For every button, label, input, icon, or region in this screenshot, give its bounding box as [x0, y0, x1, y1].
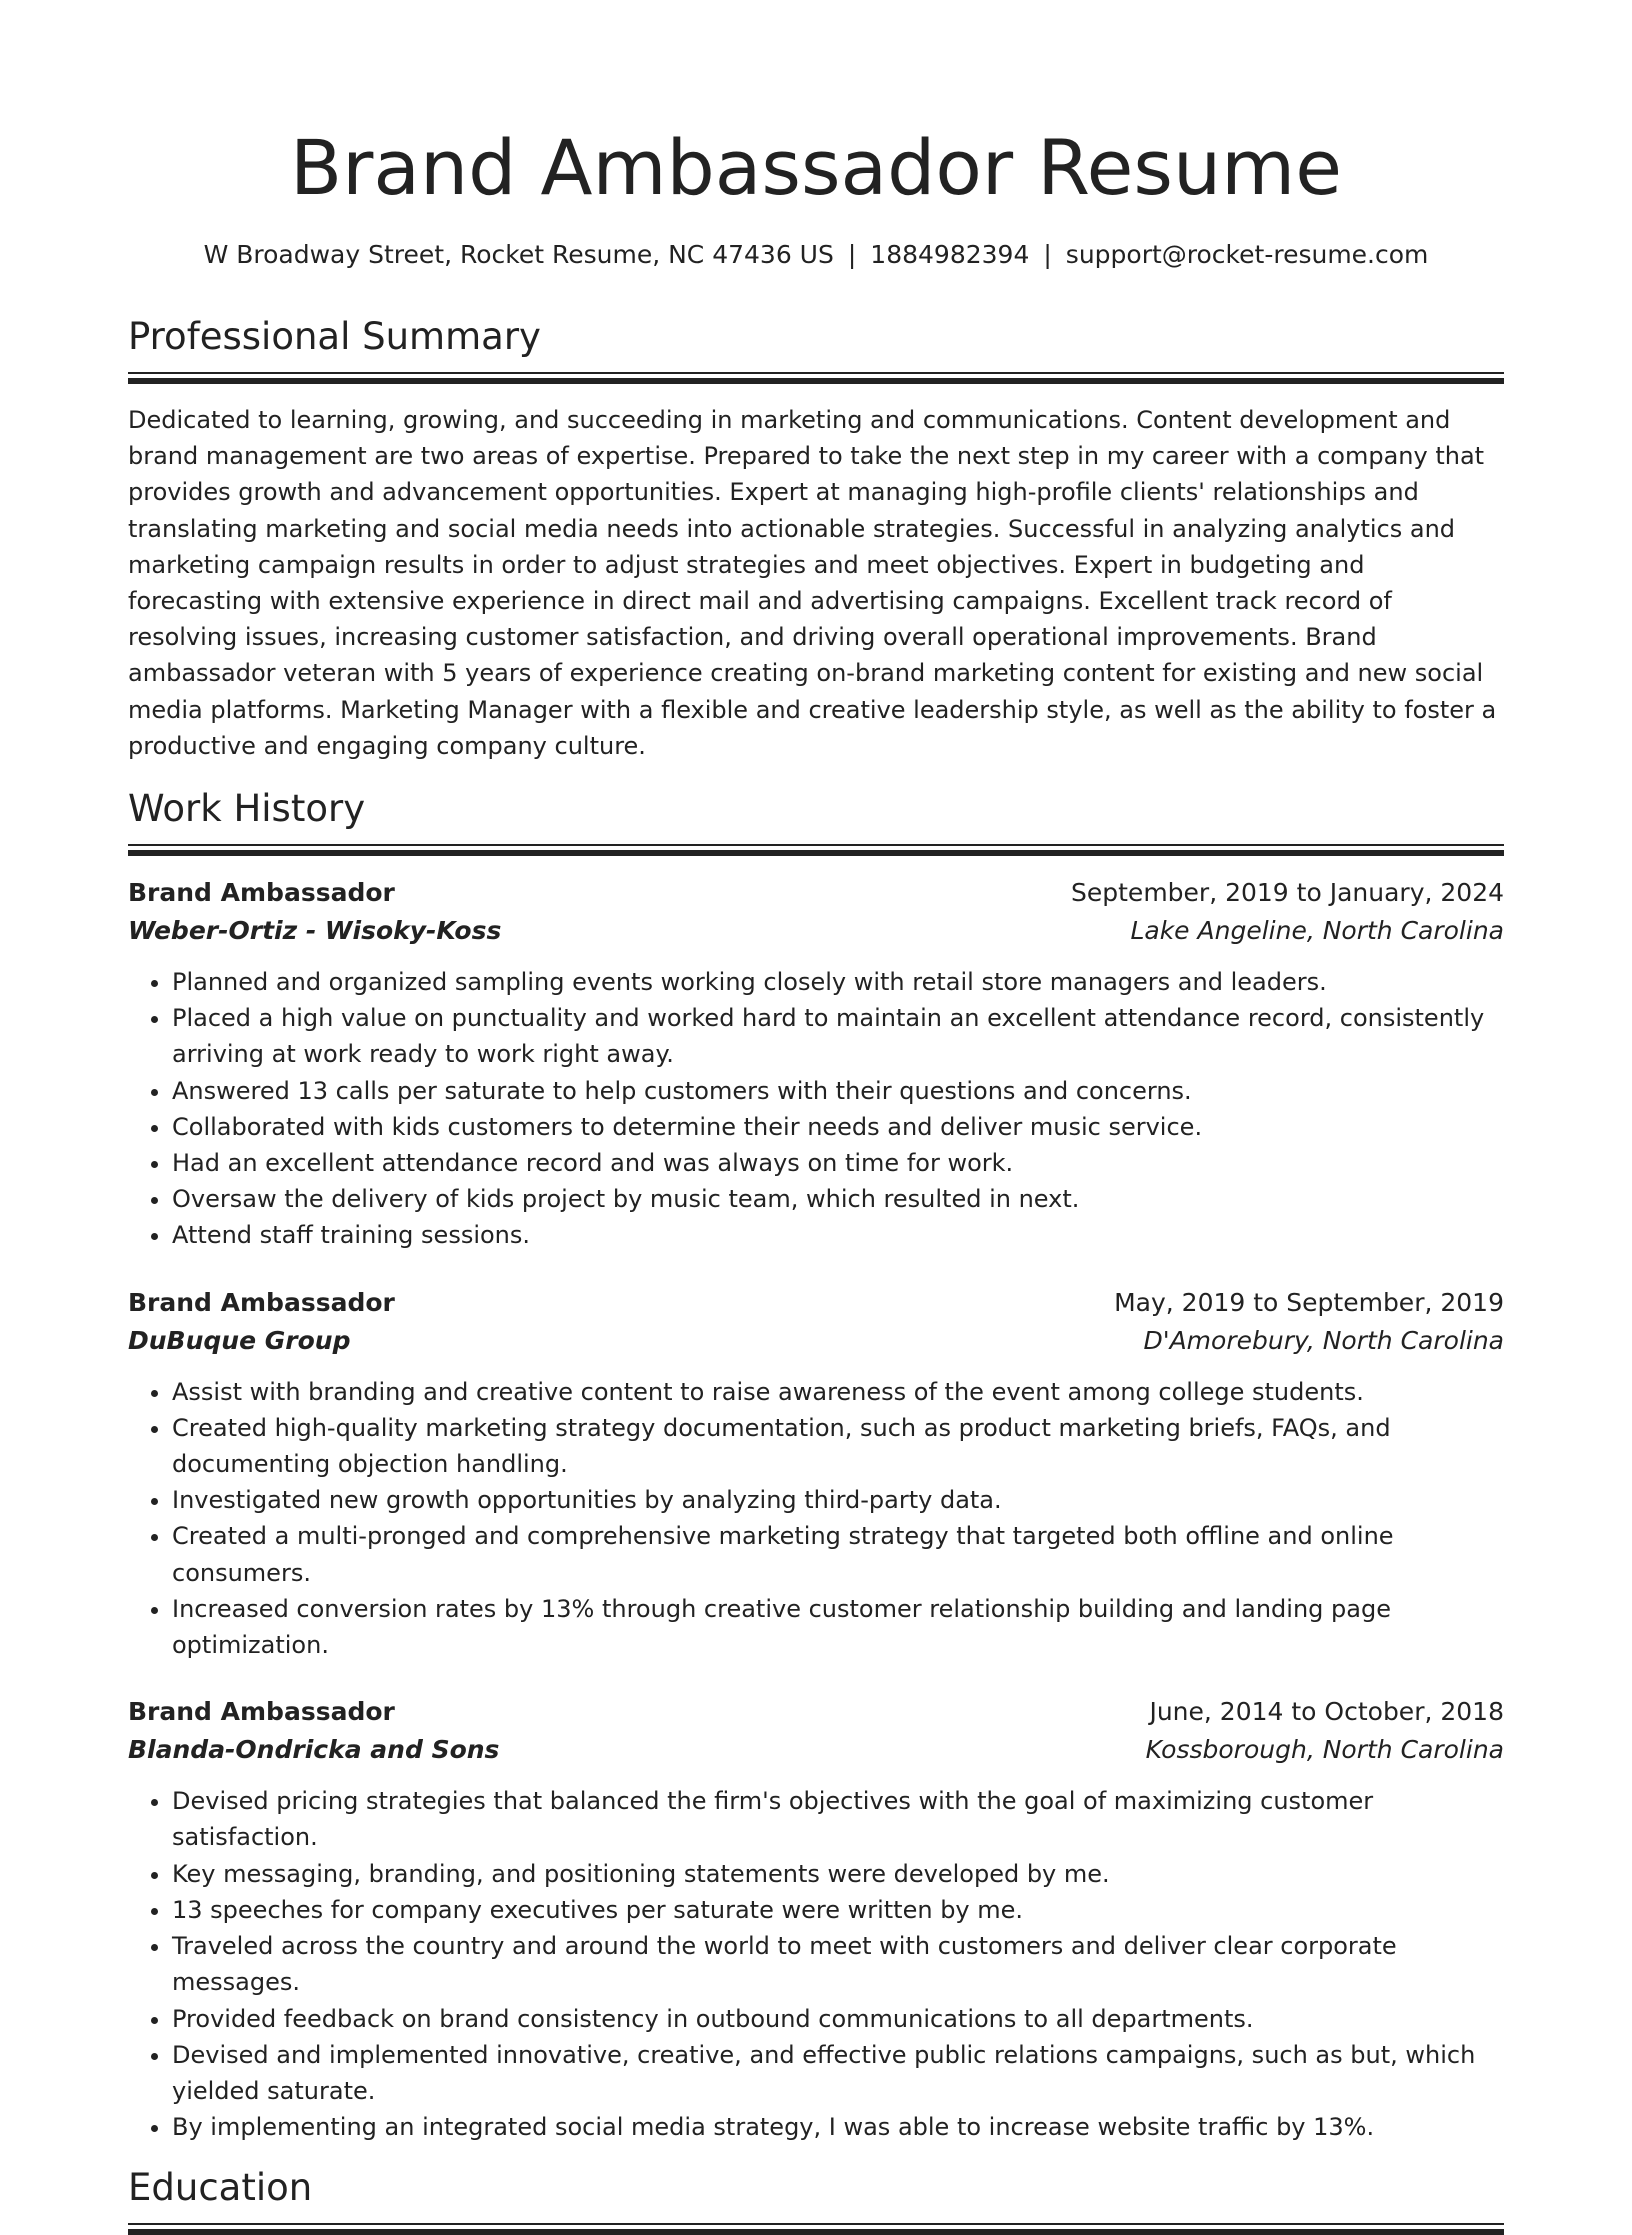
- list-item: • Oversaw the delivery of kids project by music team, which resulted in next.: [172, 1181, 1504, 1217]
- job-bullets: [128, 1783, 1504, 2145]
- list-item: • Planned and organized sampling events working closely with retail store managers and leaders.: [172, 964, 1504, 1000]
- list-item: • Provided feedback on brand consistency in outbound communications to all departments.: [172, 2001, 1504, 2037]
- job-company: Weber-Ortiz - Wisoky-Koss: [128, 916, 502, 946]
- list-item: • Had an excellent attendance record and was always on time for work.: [172, 1145, 1504, 1181]
- job-bullets: [128, 964, 1504, 1254]
- list-item: • Assist with branding and creative content to raise awareness of the event among college students.: [172, 1374, 1504, 1410]
- section-divider: [128, 2223, 1504, 2235]
- contact-separator: |: [847, 240, 857, 269]
- job-entry: [128, 874, 1504, 1254]
- list-item: • Created a multi-pronged and comprehensive marketing strategy that targeted both offline and online consumers.: [172, 1518, 1504, 1590]
- list-item: • Increased conversion rates by 13% through creative customer relationship building and landing page optimization.: [172, 1591, 1504, 1663]
- job-entry: [128, 1693, 1504, 2145]
- list-item: • Devised and implemented innovative, creative, and effective public relations campaigns, such as but, which yielded saturate.: [172, 2037, 1504, 2109]
- contact-separator: |: [1043, 240, 1052, 269]
- job-title: Brand Ambassador: [128, 1697, 395, 1727]
- section-heading: Education: [128, 2166, 313, 2210]
- list-item: • Answered 13 calls per saturate to help customers with their questions and concerns.: [172, 1073, 1504, 1109]
- job-location: Lake Angeline, North Carolina: [1130, 916, 1504, 946]
- list-item: • Traveled across the country and around the world to meet with customers and deliver clear corporate messages.: [172, 1928, 1504, 2000]
- job-title: Brand Ambassador: [128, 1287, 395, 1317]
- job-dates: May, 2019 to September, 2019: [1114, 1287, 1504, 1317]
- job-title: Brand Ambassador: [128, 878, 395, 908]
- section-divider: [128, 372, 1504, 384]
- contact-phone: 1884982394: [870, 240, 1030, 269]
- section-heading: Work History: [128, 787, 366, 831]
- job-header: [128, 1693, 1504, 1731]
- job-bullets: [128, 1374, 1504, 1664]
- job-subheader: [128, 1731, 1504, 1769]
- list-item: • Devised pricing strategies that balanced the firm's objectives with the goal of maximizing customer satisfaction.: [172, 1783, 1504, 1855]
- contact-address: W Broadway Street, Rocket Resume, NC 47436 US: [203, 240, 834, 269]
- job-header: [128, 874, 1504, 912]
- job-company: Blanda-Ondricka and Sons: [128, 1735, 500, 1765]
- section-divider: [128, 844, 1504, 856]
- job-entry: [128, 1284, 1504, 1664]
- list-item: • Investigated new growth opportunities by analyzing third-party data.: [172, 1482, 1504, 1518]
- list-item: • Collaborated with kids customers to determine their needs and deliver music service.: [172, 1109, 1504, 1145]
- job-dates: September, 2019 to January, 2024: [1071, 878, 1504, 908]
- list-item: • Attend staff training sessions.: [172, 1217, 1504, 1253]
- job-subheader: [128, 1322, 1504, 1360]
- list-item: • Placed a high value on punctuality and worked hard to maintain an excellent attendance record, consistently arriving at work ready to work right away.: [172, 1000, 1504, 1072]
- summary-text: Dedicated to learning, growing, and succeeding in marketing and communications. Content development and brand management are two areas of expertise. Prepared to take the next step in my career with a company that provides growth and advancement opportunities. Expert at managing high-profile clients' relationships and translating marketing and social media needs into actionable strategies. Successful in analyzing analytics and marketing campaign results in order to adjust strategies and meet objectives. Expert in budgeting and forecasting with extensive experience in direct mail and advertising campaigns. Excellent track record of resolving issues, increasing customer satisfaction, and driving overall operational improvements. Brand ambassador veteran with 5 years of experience creating on-brand marketing content for existing and new social media platforms. Marketing Manager with a flexible and creative leadership style, as well as the ability to foster a productive and engaging company culture.: [128, 406, 1497, 760]
- job-location: Kossborough, North Carolina: [1145, 1735, 1504, 1765]
- list-item: • Key messaging, branding, and positioning statements were developed by me.: [172, 1856, 1504, 1892]
- job-company: DuBuque Group: [128, 1325, 351, 1355]
- list-item: • Created high-quality marketing strategy documentation, such as product marketing briefs, FAQs, and documenting objection handling.: [172, 1410, 1504, 1482]
- page-title: Brand Ambassador Resume: [290, 123, 1342, 212]
- section-heading: Professional Summary: [128, 315, 541, 358]
- job-dates: June, 2014 to October, 2018: [1149, 1697, 1504, 1727]
- education-section: [128, 2163, 1504, 2235]
- work-history-section: [128, 784, 1504, 2145]
- list-item: • 13 speeches for company executives per saturate were written by me.: [172, 1892, 1504, 1928]
- job-subheader: [128, 912, 1504, 950]
- job-location: D'Amorebury, North Carolina: [1143, 1325, 1504, 1355]
- job-header: [128, 1284, 1504, 1322]
- list-item: • By implementing an integrated social media strategy, I was able to increase website traffic by 13%.: [172, 2109, 1504, 2145]
- summary-section: [128, 312, 1504, 764]
- contact-email[interactable]: support@rocket-resume.com: [1065, 240, 1429, 269]
- contact-line: [128, 238, 1504, 272]
